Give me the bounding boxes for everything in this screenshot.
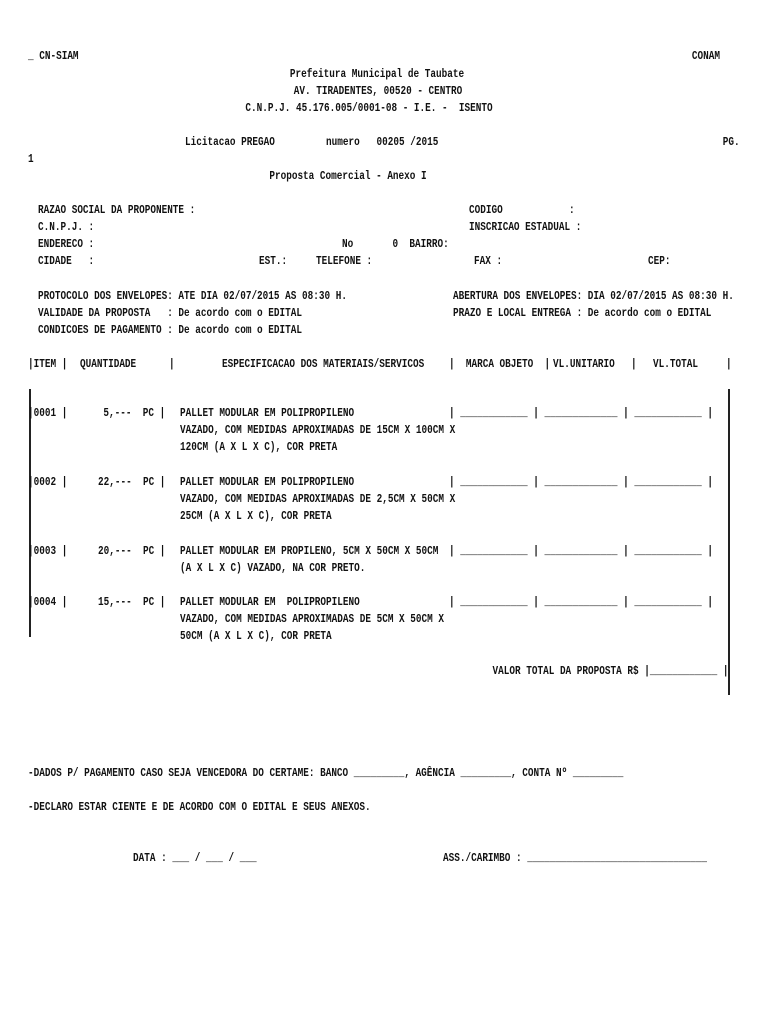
table-row-item: |0004 | [28, 595, 68, 609]
cep-label: CEP: [648, 254, 671, 268]
no-bairro-label: No 0 BAIRRO: [342, 237, 449, 251]
col-unitario-header: VL.UNITARIO [553, 357, 615, 371]
codigo-colon: : [569, 203, 575, 217]
document-title: Proposta Comercial - Anexo I [269, 169, 427, 183]
table-row-fields[interactable]: | ____________ | _____________ | ____________ | [449, 544, 714, 558]
table-row-desc: VAZADO, COM MEDIDAS APROXIMADAS DE 2,5CM X 50CM X [180, 492, 456, 506]
razao-social-label: RAZAO SOCIAL DA PROPONENTE : [38, 203, 196, 217]
table-row-qty: 5,--- PC | [103, 406, 165, 420]
table-row-desc: (A X L X C) VAZADO, NA COR PRETO. [180, 561, 366, 575]
cnpj-label: C.N.P.J. : [38, 220, 95, 234]
dados-pagamento-line[interactable]: -DADOS P/ PAGAMENTO CASO SEJA VENCEDORA DO CERTAME: BANCO _________, AGÊNCIA _________, CONTA Nº _________ [28, 766, 624, 780]
table-row-desc: PALLET MODULAR EM POLIPROPILENO [180, 595, 360, 609]
table-row-fields[interactable]: | ____________ | _____________ | ____________ | [449, 475, 714, 489]
cnpj-line: C.N.P.J. 45.176.005/0001-08 - I.E. - ISENTO [245, 101, 493, 115]
col-quantidade-header: QUANTIDADE [80, 357, 137, 371]
col-separator: | [169, 357, 175, 371]
declaracao-line: -DECLARO ESTAR CIENTE E DE ACORDO COM O EDITAL E SEUS ANEXOS. [28, 800, 371, 814]
col-separator: | [631, 357, 637, 371]
assinatura-field[interactable]: ASS./CARIMBO : ________________________________ [443, 851, 708, 865]
table-row-desc: VAZADO, COM MEDIDAS APROXIMADAS DE 5CM X 50CM X [180, 612, 445, 626]
table-row-desc: 120CM (A X L X C), COR PRETA [180, 440, 338, 454]
address: AV. TIRADENTES, 00520 - CENTRO [293, 84, 463, 98]
fax-label: FAX : [474, 254, 503, 268]
table-row-desc: PALLET MODULAR EM PROPILENO, 5CM X 50CM X 50CM [180, 544, 439, 558]
table-right-border [728, 389, 730, 695]
est-label: EST.: [259, 254, 288, 268]
table-row-item: |0002 | [28, 475, 68, 489]
telefone-label: TELEFONE : [316, 254, 373, 268]
inscricao-label: INSCRICAO ESTADUAL : [469, 220, 582, 234]
valor-total-field[interactable]: VALOR TOTAL DA PROPOSTA R$ |____________ | [492, 664, 728, 678]
col-marca-header: | MARCA OBJETO | [449, 357, 551, 371]
col-total-header: VL.TOTAL [653, 357, 698, 371]
table-row-fields[interactable]: | ____________ | _____________ | ____________ | [449, 406, 714, 420]
table-row-qty: 15,--- PC | [97, 595, 165, 609]
licitacao-label: Licitacao PREGAO [185, 135, 275, 149]
page-number: 1 [28, 152, 34, 166]
data-field[interactable]: DATA : ___ / ___ / ___ [133, 851, 257, 865]
table-row-desc: PALLET MODULAR EM POLIPROPILENO [180, 406, 355, 420]
table-row-desc: 50CM (A X L X C), COR PRETA [180, 629, 332, 643]
protocolo-line: PROTOCOLO DOS ENVELOPES: ATE DIA 02/07/2015 AS 08:30 H. [38, 289, 347, 303]
endereco-label: ENDERECO : [38, 237, 95, 251]
table-row-qty: 20,--- PC | [97, 544, 165, 558]
abertura-line: ABERTURA DOS ENVELOPES: DIA 02/07/2015 AS 08:30 H. [453, 289, 734, 303]
col-especificacao-header: ESPECIFICACAO DOS MATERIAIS/SERVICOS [222, 357, 425, 371]
table-row-fields[interactable]: | ____________ | _____________ | ____________ | [449, 595, 714, 609]
pagamento-line: CONDICOES DE PAGAMENTO : De acordo com o EDITAL [38, 323, 303, 337]
prazo-line: PRAZO E LOCAL ENTREGA : De acordo com o EDITAL [453, 306, 712, 320]
codigo-label: CODIGO [469, 203, 503, 217]
table-row-item: |0001 | [28, 406, 68, 420]
col-separator: | [726, 357, 732, 371]
table-row-qty: 22,--- PC | [97, 475, 165, 489]
table-row-item: |0003 | [28, 544, 68, 558]
org-code: CONAM [691, 49, 720, 63]
table-row-desc: PALLET MODULAR EM POLIPROPILENO [180, 475, 355, 489]
cidade-label: CIDADE : [38, 254, 95, 268]
validade-line: VALIDADE DA PROPOSTA : De acordo com o EDITAL [38, 306, 303, 320]
licitacao-numero: numero 00205 /2015 [326, 135, 439, 149]
table-row-desc: 25CM (A X L X C), COR PRETA [180, 509, 332, 523]
col-item-header: |ITEM | [28, 357, 68, 371]
system-code: _ CN-SIAM [28, 49, 79, 63]
table-row-desc: VAZADO, COM MEDIDAS APROXIMADAS DE 15CM X 100CM X [180, 423, 456, 437]
page-label: PG. [723, 135, 740, 149]
page-title: Prefeitura Municipal de Taubate [289, 67, 465, 81]
